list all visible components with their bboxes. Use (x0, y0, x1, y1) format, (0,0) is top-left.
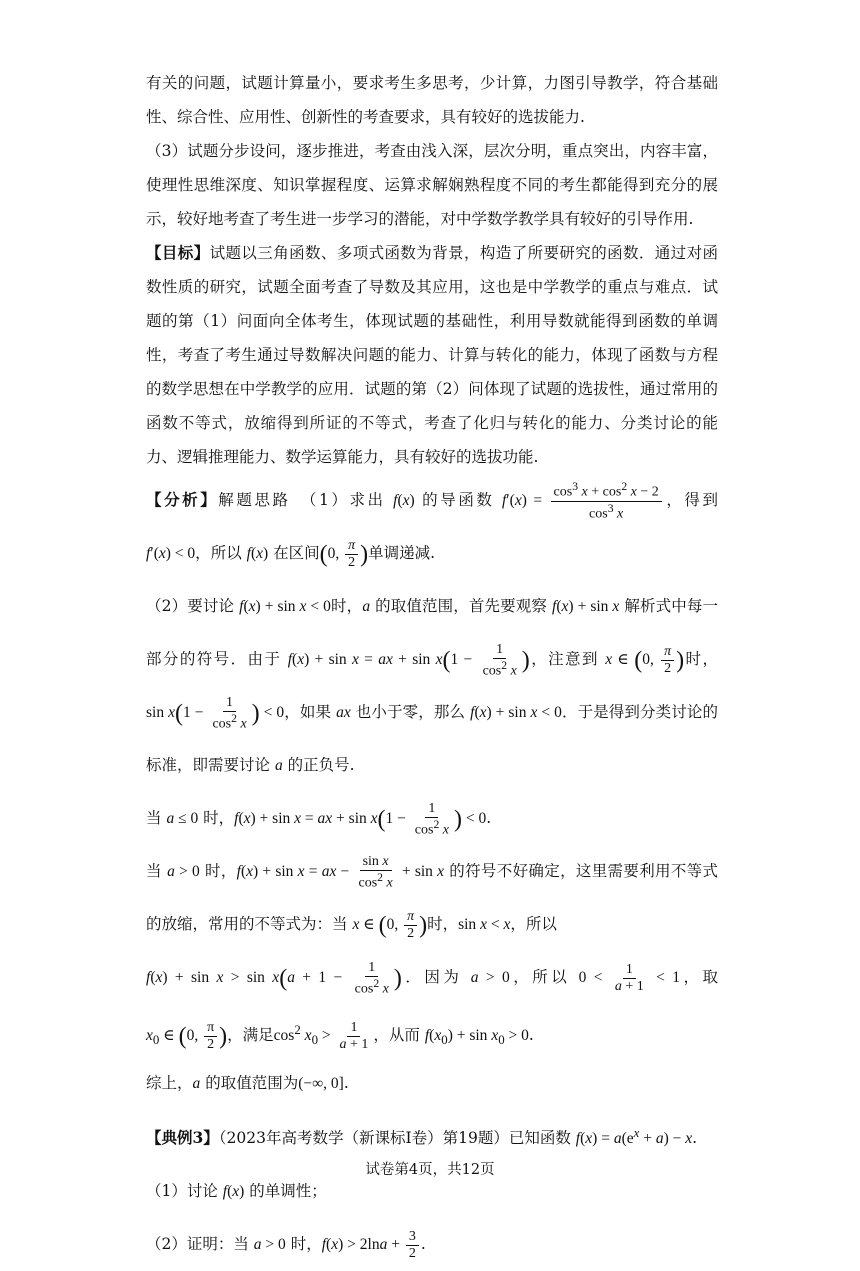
analysis-label: 【分析】 (146, 490, 219, 509)
analysis-case-nonpositive: 当 a ≤ 0 时，f(x) + sin x = ax + sin x(1 − $\frac{1}{\cos^2 x}$ ) < 0. (146, 800, 492, 838)
analysis-part-1: 【分析】解题思路 （1）求出 f(x) 的导函数 f′(x) = $\frac{\cos^3 x + \cos^2 x - 2}{\cos^3 x}$ ，得到 f′(x) < 0，所以 f(x) 在区间(0, $\frac{\pi}{2}$ )单调递减. (146, 480, 718, 570)
analysis-case-positive: 当 a > 0 时，f(x) + sin x = ax − $\frac{\text{sin x}}{\cos^2 x}$ + sin x 的符号不好确定，这里需要利用不等式的放缩，常用的不等式为：当 x ∈ (0, $\frac{\pi}{2}$ )时，sin x < x，所以 (146, 853, 718, 941)
target-text: 试题以三角函数、多项式函数为背景，构造了所要研究的函数．通过对函数性质的研究，试题全面考查了导数及其应用，这也是中学教学的重点与难点．试题的第（1）问面向全体考生，体现试题的基础性，利用导数就能得到函数的单调性，考查了考生通过导数解决问题的能力、计算与转化的能力，体现了函数与方程的数学思想在中学教学的应用．试题的第（2）问体现了试题的选拔性，通过常用的函数不等式，放缩得到所证的不等式，考查了化归与转化的能力、分类讨论的能力、逻辑推理能力、数学运算能力，具有较好的选拔功能. (146, 244, 718, 466)
paragraph-point-3: （3）试题分步设问，逐步推进，考查由浅入深，层次分明，重点突出，内容丰富，使理性思维深度、知识掌握程度、运算求解娴熟程度不同的考生都能得到充分的展示，较好地考查了考生进一步学习的潜能，对中学数学教学具有较好的引导作用. (146, 142, 718, 228)
analysis-part-2: （2）要讨论 f(x) + sin x < 0时，a 的取值范围，首先要观察 f(x) + sin x 解析式中每一部分的符号．由于 f(x) + sin x = ax + sin x(1 − $\frac{1}{\cos^2 x}$ )，注意到 x ∈ (0, $\frac{\pi}{2}$ )时，sin x(1 − $\frac{1}{\cos^2 x}$ ) < 0，如果 ax 也小于零，那么 f(x) + sin x < 0．于是得到分类讨论的标准，即需要讨论 a 的正负号. (146, 597, 718, 774)
analysis-case-positive-cont: f(x) + sin x > sin x(a + 1 − $\frac{1}{\cos^2 x}$ )．因为 a > 0，所以 0 < $\frac{1}{a + 1}$ < 1，取 $x_0$ ∈ (0, $\frac{\pi}{2}$ )，满足$\cos^2 x_0$ > $\frac{1}{a + 1}$ ，从而 $f(x_0) + \sin x_0 > 0$. (146, 959, 718, 1053)
document-body (146, 66, 718, 1271)
example-label: 【典例3】 (146, 1128, 219, 1148)
example-3: 【典例3】（2023年高考数学（新课标Ⅰ卷）第19题）已知函数 $f(x) = a(e^x + a) - x$. (146, 1125, 698, 1148)
page-footer: 试卷第4页，共12页 (365, 1162, 495, 1178)
example-question-1: （1）讨论 f(x) 的单调性； (146, 1182, 327, 1201)
target-label: 【目标】 (146, 243, 210, 262)
analysis-conclusion: 综上，a 的取值范围为(−∞, 0]. (146, 1074, 349, 1093)
example-question-2: （2）证明：当 a > 0 时，f(x) > 2lna + $\frac{3}{2}$ . (146, 1229, 426, 1262)
paragraph-intro: 有关的问题，试题计算量小，要求考生多思考，少计算，力图引导教学，符合基础性、综合性、应用性、创新性的考查要求，具有较好的选拔能力. (146, 74, 718, 126)
paragraph-target (146, 236, 718, 474)
